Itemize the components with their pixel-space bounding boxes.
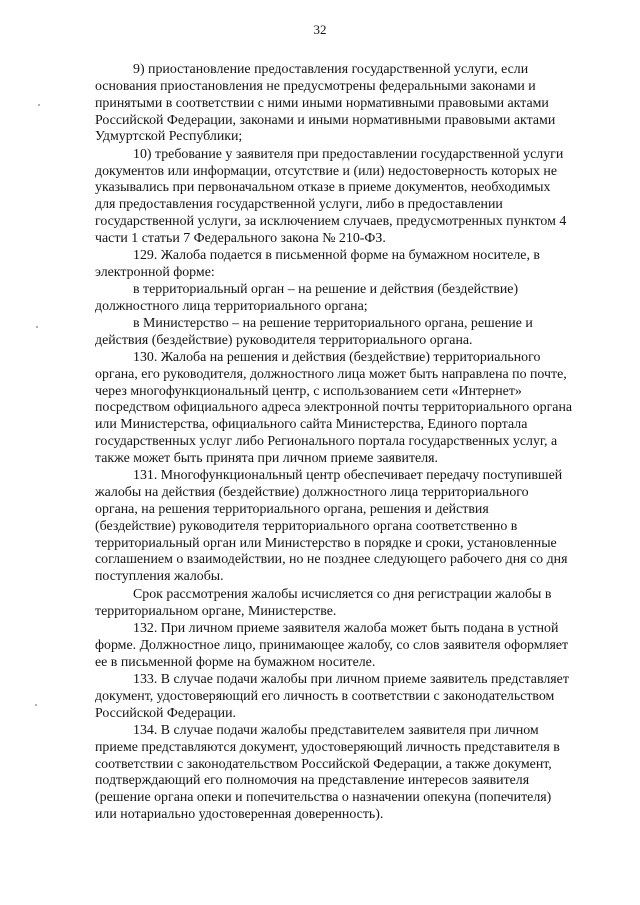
page-number: 32	[313, 22, 327, 37]
paragraph-132: 132. При личном приеме заявителя жалоба может быть подана в устной форме. Должностное лицо, принимающее жалобу, со слов заявителя оформляет ее в письменной форме на бумажном носителе.	[95, 620, 569, 670]
paragraph-131: 131. Многофункциональный центр обеспечивает передачу поступившей жалобы на действия (бездействие) должностного лица территориального органа, на решения территориального органа, решения и действия (бездействие) руководителя территориального органа соответственно в территориальный орган или Министерство в порядке и сроки, установленные соглашением о взаимодействии, но не позднее следующего рабочего дня со дня поступления жалобы.	[95, 468, 568, 585]
paragraph-item-10: 10) требование у заявителя при предоставлении государственной услуги документов или информации, отсутствие и (или) недостоверность которых не указывались при первоначальном отказе в приеме документов, необходимых для предоставления государственной услуги, либо в предоставлении государственной услуги, за исключением случаев, предусмотренных пунктом 4 части 1 статьи 7 Федерального закона № 210-ФЗ.	[95, 146, 567, 246]
paragraph-130: 130. Жалоба на решения и действия (бездействие) территориального органа, его руководителя, должностного лица может быть направлена по почте, через многофункциональный центр, с использованием сети «Интернет» посредством официального адреса электронной почты территориального органа или Министерства, официального сайта Министерства, Единого портала государственных услуг либо Регионального портала государственных услуг, а также может быть принята при личном приеме заявителя.	[95, 349, 573, 466]
document-body	[95, 62, 614, 824]
paragraph-item-9: 9) приостановление предоставления государственной услуги, если основания приостановления не предусмотрены федеральными законами и принятыми в соответствии с ними иными нормативными правовыми актами Российской Федерации, законами и иными нормативными правовыми актами Удмуртской Республики;	[95, 62, 556, 145]
paragraph-133: 133. В случае подачи жалобы при личном приеме заявитель представляет документ, удостоверяющий его личность в соответствии с законодательством Российской Федерации.	[95, 671, 569, 721]
paragraph-129: 129. Жалоба подается в письменной форме на бумажном носителе, в электронной форме:	[95, 248, 540, 281]
scan-speck	[38, 104, 40, 106]
scan-speck	[35, 704, 37, 706]
paragraph-134: 134. В случае подачи жалобы представителем заявителя при личном приеме представляются документ, удостоверяющий личность представителя в соответствии с законодательством Российской Федерации, а также документ, подтверждающий его полномочия на представление интересов заявителя (решение органа опеки и попечительства о назначении опекуна (попечителя) или нотариально удостоверенная доверенность).	[95, 722, 560, 823]
paragraph-ministry: в Министерство – на решение территориального органа, решение и действия (бездействие) руководителя территориального органа.	[95, 315, 533, 348]
scan-speck	[36, 326, 38, 328]
paragraph-review-term: Срок рассмотрения жалобы исчисляется со дня регистрации жалобы в территориальном органе, Министерстве.	[95, 586, 552, 619]
paragraph-territorial-organ: в территориальный орган – на решение и действия (бездействие) должностного лица территориального органа;	[95, 281, 519, 314]
